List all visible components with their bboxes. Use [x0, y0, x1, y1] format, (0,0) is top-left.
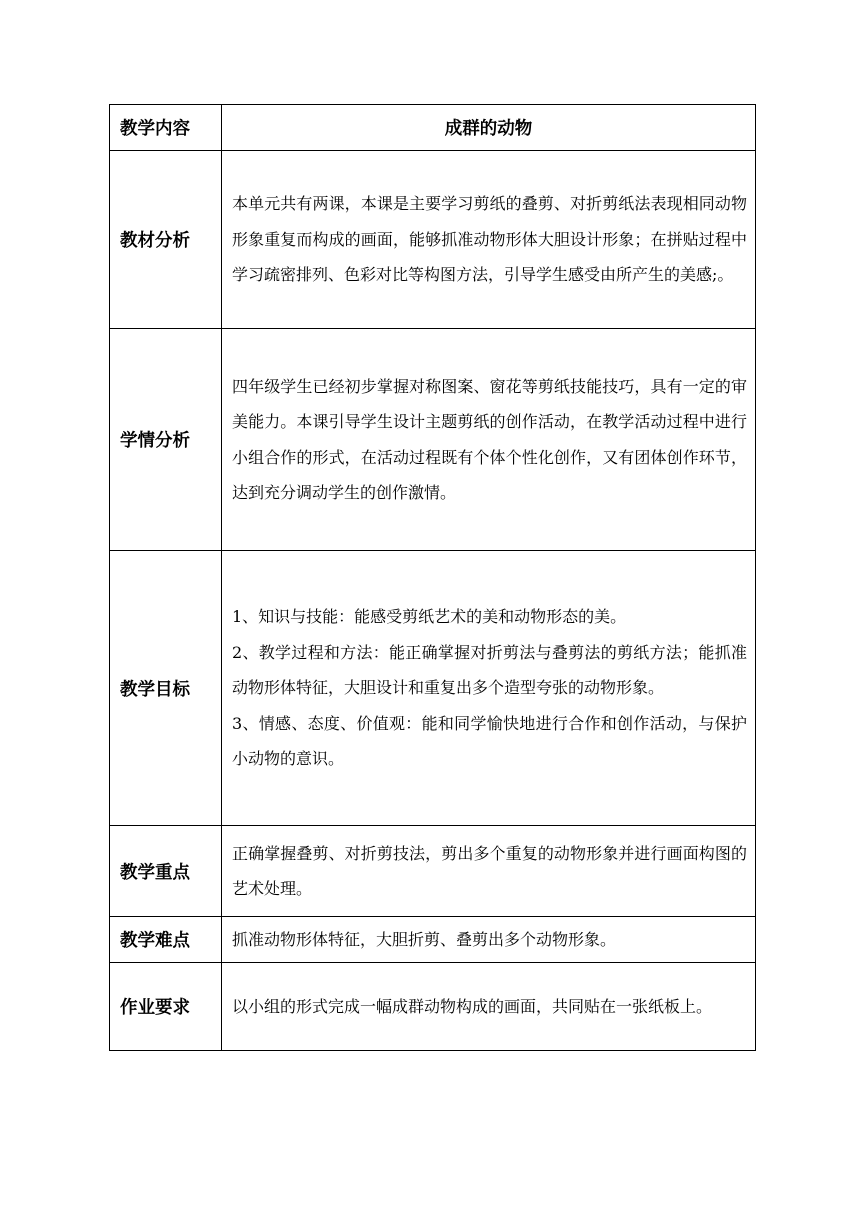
goal-item: 2、教学过程和方法：能正确掌握对折剪法与叠剪法的剪纸方法；能抓准动物形体特征，大胆设计和重复出多个造型夸张的动物形象。 — [232, 642, 747, 698]
homework-label: 作业要求 — [110, 963, 222, 1051]
learner-analysis-content — [222, 329, 756, 551]
goal-item: 1、知识与技能：能感受剪纸艺术的美和动物形态的美。 — [232, 607, 627, 627]
teaching-goals-label: 教学目标 — [110, 551, 222, 826]
teaching-difficulty-row — [110, 917, 756, 963]
goal-item: 3、情感、态度、价值观：能和同学愉快地进行合作和创作活动，与保护小动物的意识。 — [232, 713, 747, 769]
learner-analysis-label: 学情分析 — [110, 329, 222, 551]
teaching-difficulty-content — [222, 917, 756, 963]
teaching-difficulty-label: 教学难点 — [110, 917, 222, 963]
teaching-difficulty-text: 抓准动物形体特征，大胆折剪、叠剪出多个动物形象。 — [232, 929, 617, 949]
homework-content — [222, 963, 756, 1051]
homework-row — [110, 963, 756, 1051]
teaching-focus-row — [110, 826, 756, 917]
homework-text: 以小组的形式完成一幅成群动物构成的画面，共同贴在一张纸板上。 — [232, 996, 713, 1016]
header-row — [110, 105, 756, 151]
teaching-goals-content — [222, 551, 756, 826]
material-analysis-row — [110, 151, 756, 329]
lesson-title: 成群的动物 — [222, 105, 756, 151]
material-analysis-label: 教材分析 — [110, 151, 222, 329]
learner-analysis-text: 四年级学生已经初步掌握对称图案、窗花等剪纸技能技巧，具有一定的审美能力。本课引导学生设计主题剪纸的创作活动，在教学活动过程中进行小组合作的形式，在活动过程既有个体个性化创作，又有团体创作环节，达到充分调动学生的创作激情。 — [232, 376, 747, 502]
teaching-goals-row — [110, 551, 756, 826]
teaching-focus-label: 教学重点 — [110, 826, 222, 917]
material-analysis-text: 本单元共有两课，本课是主要学习剪纸的叠剪、对折剪纸法表现相同动物形象重复而构成的画面，能够抓准动物形体大胆设计形象；在拼贴过程中学习疏密排列、色彩对比等构图方法，引导学生感受由所产生的美感;。 — [232, 194, 747, 285]
learner-analysis-row — [110, 329, 756, 551]
teaching-focus-text: 正确掌握叠剪、对折剪技法，剪出多个重复的动物形象并进行画面构图的艺术处理。 — [232, 843, 747, 898]
material-analysis-content — [222, 151, 756, 329]
teaching-focus-content — [222, 826, 756, 917]
teaching-content-label: 教学内容 — [110, 105, 222, 151]
lesson-plan-table — [109, 104, 756, 1051]
